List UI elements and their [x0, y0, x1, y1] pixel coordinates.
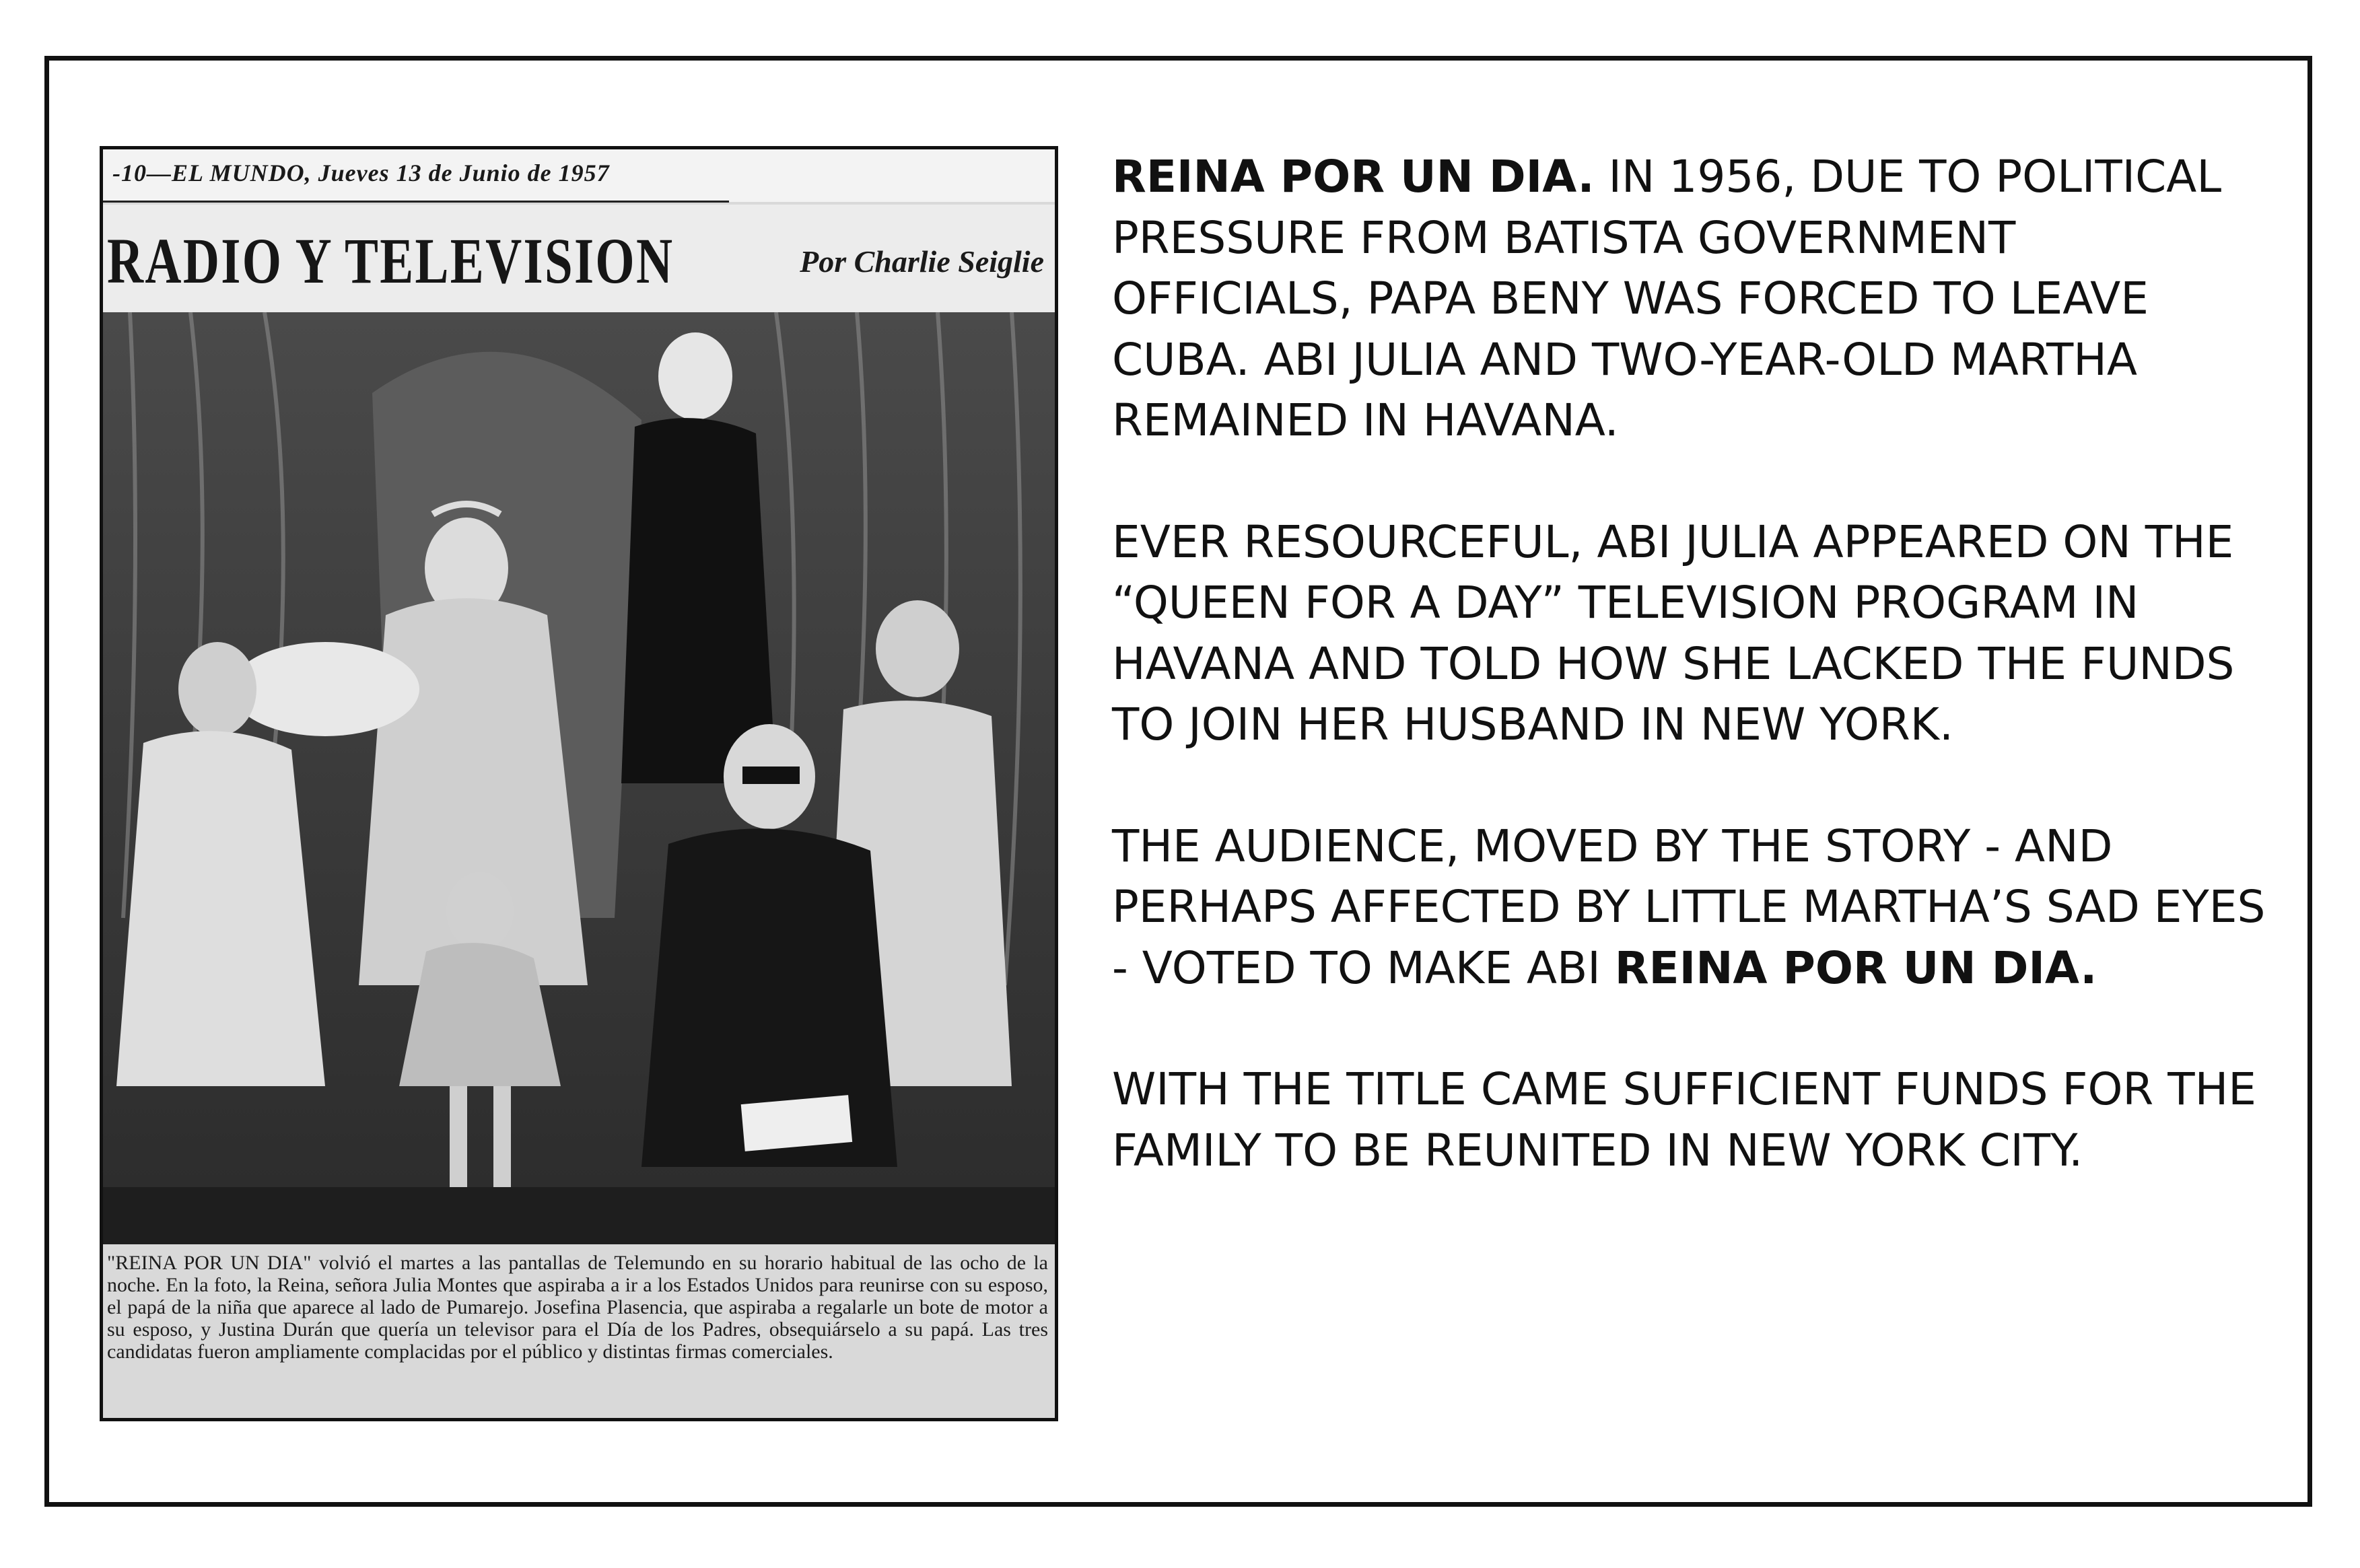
story-paragraph-3-body: THE AUDIENCE, MOVED BY THE STORY - AND PERHAPS AFFECTED BY LITTLE MARTHA’S SAD EYES - VOTED TO MAKE ABI — [1112, 820, 2266, 994]
photo-illustration — [103, 312, 1055, 1244]
masthead-text: -10—EL MUNDO, Jueves 13 de Junio de 1957 — [112, 159, 610, 186]
story-emphasis-title: REINA POR UN DIA — [1614, 941, 2081, 994]
story-paragraph-2: EVER RESOURCEFUL, ABI JULIA APPEARED ON THE “QUEEN FOR A DAY” TELEVISION PROGRAM IN HAVANA AND TOLD HOW SHE LACKED THE FUNDS TO JOIN HER HUSBAND IN NEW YORK. — [1112, 515, 2235, 750]
photo-caption: "REINA POR UN DIA" volvió el martes a las pantallas de Telemundo en su horario habitual de las ocho de la noche. En la foto, la Reina, señora Julia Montes que aspiraba a ir a los Estados Unidos para reunirse con su esposo, el papá de la niña que aparece al lado de Pumarejo. Josefina Plasencia, que aspiraba a regalarle un bote de motor a su esposo, y Justina Durán que quería un televisor para el Día de los Padres, obsequiárselo a su papá. Las tres candidatas fueron ampliamente complacidas por el público y distintas firmas comerciales. — [107, 1252, 1048, 1363]
story-lead-title: REINA POR UN DIA. — [1112, 151, 1595, 203]
newspaper-clipping — [100, 146, 1058, 1421]
section-header — [103, 205, 1055, 312]
story-paragraph-1-body: IN 1956, DUE TO POLITICAL PRESSURE FROM BATISTA GOVERNMENT OFFICIALS, PAPA BENY WAS FORCED TO LEAVE CUBA. ABI JULIA AND TWO-YEAR-OLD MARTHA REMAINED IN HAVANA. — [1112, 151, 2222, 446]
story-text — [1112, 147, 2270, 1242]
byline: Por Charlie Seiglie — [800, 244, 1044, 279]
story-paragraph-4: WITH THE TITLE CAME SUFFICIENT FUNDS FOR THE FAMILY TO BE REUNITED IN NEW YORK CITY. — [1112, 1063, 2256, 1176]
section-title: RADIO Y TELEVISION — [107, 225, 674, 297]
story-paragraph-3 — [1112, 816, 2270, 999]
story-emphasis-period: . — [2080, 941, 2097, 994]
masthead-rule — [103, 201, 729, 203]
tv-show-photo — [103, 312, 1055, 1244]
newspaper-masthead — [103, 149, 1055, 202]
story-paragraph-1 — [1112, 147, 2270, 452]
